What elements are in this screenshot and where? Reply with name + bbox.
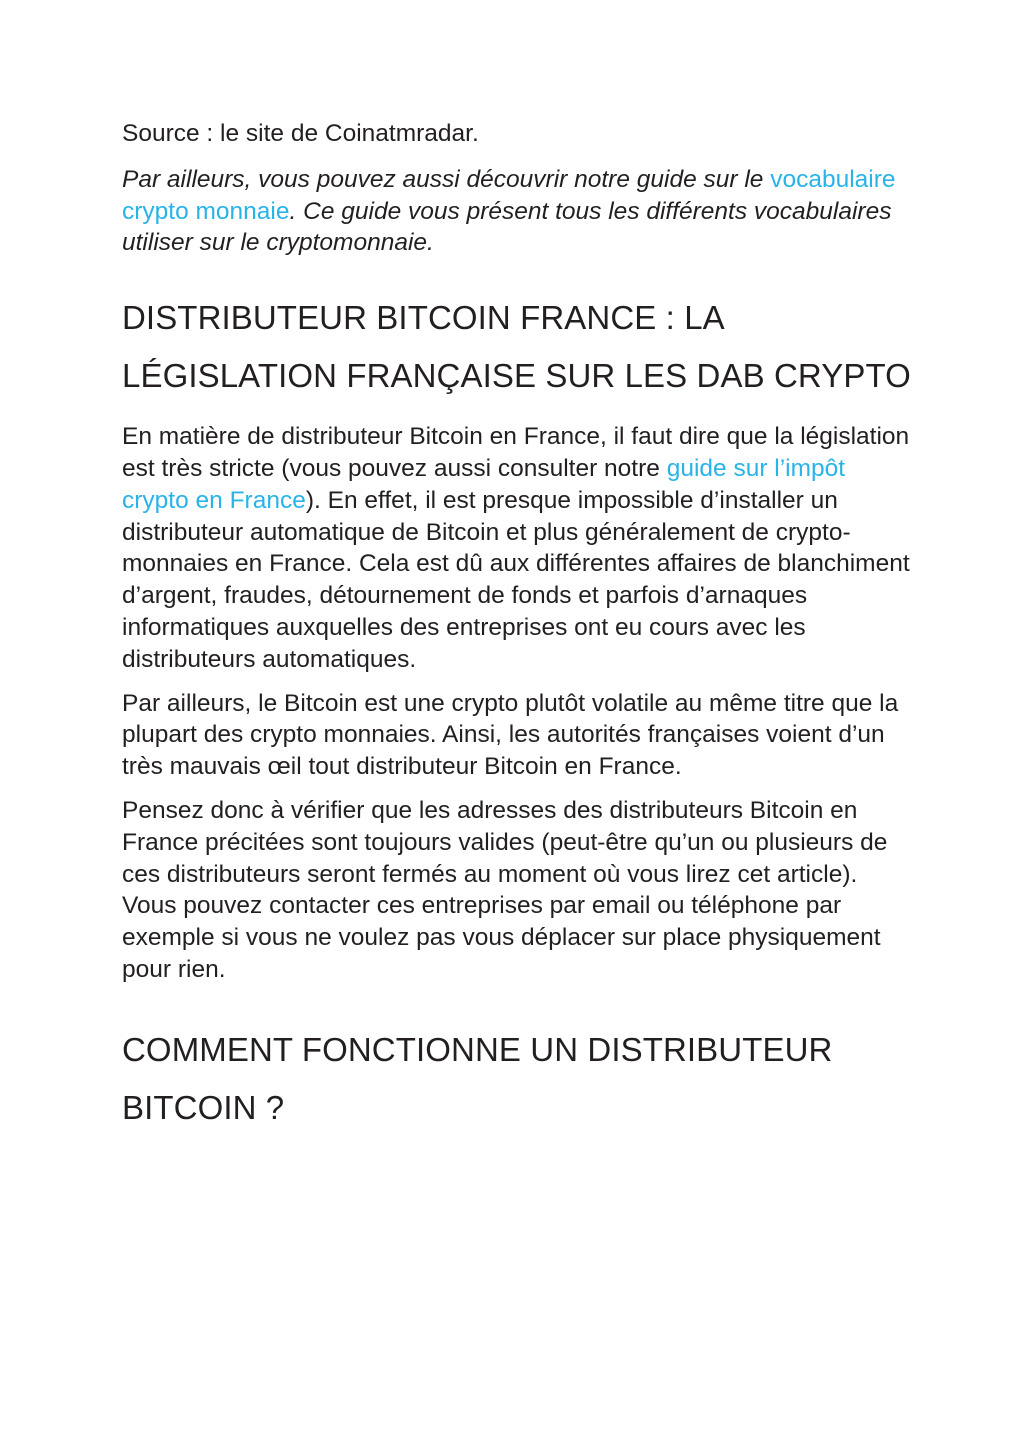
volatility-paragraph: Par ailleurs, le Bitcoin est une crypto plutôt volatile au même titre que la plupart des crypto monnaies. Ainsi, les autorités françaises voient d’un très mauvais œil tout distributeur Bitcoin en France. [122,689,899,781]
source-line: Source : le site de Coinatmradar. [122,120,479,147]
section-heading-fonctionnement: COMMENT FONCTIONNE UN DISTRIBUTEUR BITCOIN ? [122,1030,833,1126]
legislation-paragraph [122,421,912,675]
verification-paragraph: Pensez donc à vérifier que les adresses des distributeurs Bitcoin en France précitées sont toujours valides (peut-être qu’un ou plusieurs de ces distributeurs seront fermés au moment où vous lirez cet article). Vous pouvez contacter ces entreprises par email ou téléphone par exemple si vous ne voulez pas vous déplacer sur place physiquement pour rien. [122,796,888,983]
section-heading-legislation: DISTRIBUTEUR BITCOIN FRANCE : LA LÉGISLATION FRANÇAISE SUR LES DAB CRYPTO [122,299,911,395]
legislation-text-before: En matière de distributeur Bitcoin en France, il faut dire que la législation est très stricte (vous pouvez aussi consulter notre [122,423,910,482]
intro-paragraph [122,164,912,259]
vocabulaire-crypto-link[interactable]: vocabulaire crypto monnaie [122,165,896,225]
intro-text-after: . Ce guide vous présent tous les différents vocabulaires utiliser sur le cryptomonnaie. [122,197,892,257]
guide-impot-crypto-link[interactable]: guide sur l’impôt crypto en France [122,454,846,514]
intro-text-before: Par ailleurs, vous pouvez aussi découvrir notre guide sur le [122,165,771,193]
legislation-text-after: ). En effet, il est presque impossible d’installer un distributeur automatique de Bitcoin et plus généralement de crypto-monnaies en France. Cela est dû aux différentes affaires de blanchiment d’argent, fraudes, détournement de fonds et parfois d’arnaques informatiques auxquelles des entreprises ont eu cours avec les distributeurs automatiques. [122,486,910,673]
document-page [122,118,912,1137]
